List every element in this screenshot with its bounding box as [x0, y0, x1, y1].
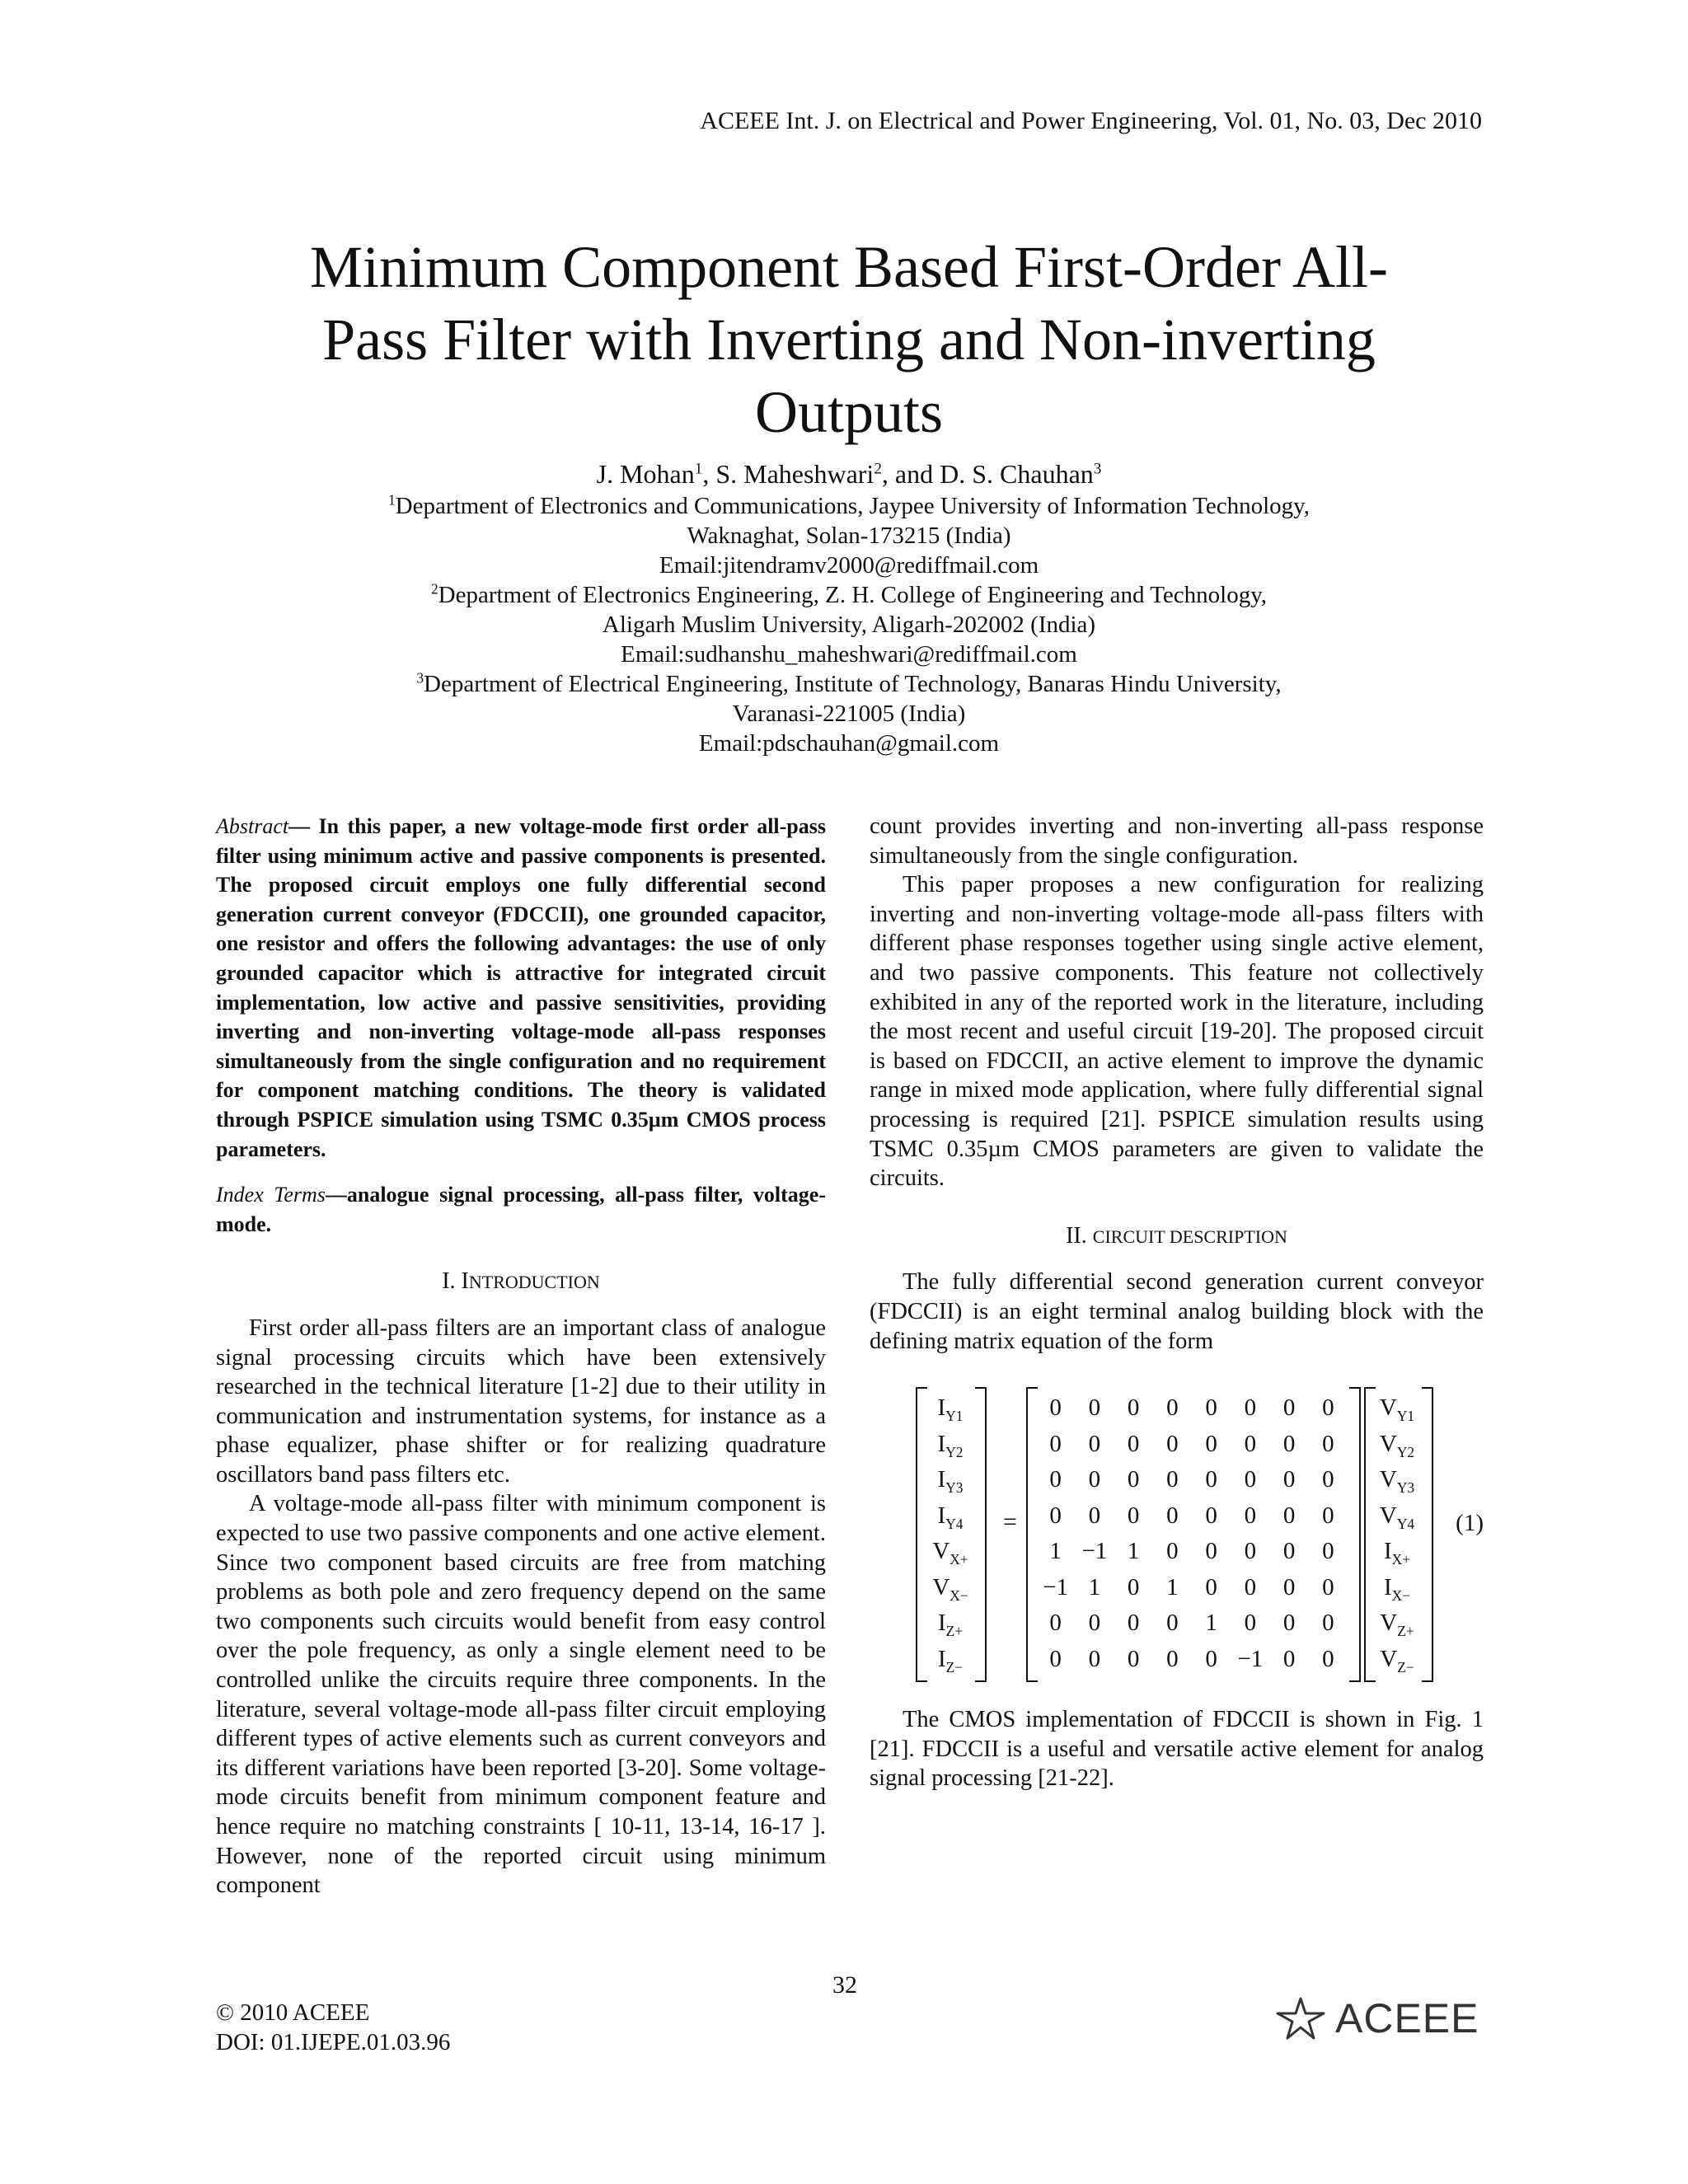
section-heading [216, 1267, 826, 1297]
affiliation-sup: 3 [416, 669, 424, 687]
paragraph: The fully differential second generation current conveyor (FDCCII) is an eight terminal analog building block with the defining matrix equation of the form [870, 1269, 1484, 1354]
matrix-cell: 0 [1205, 1573, 1217, 1601]
matrix-cell: 0 [1322, 1430, 1334, 1457]
author-sup: 1 [694, 460, 703, 478]
affiliation-line [206, 491, 1492, 521]
rhs-entry [1371, 1605, 1423, 1642]
matrix-cell: 0 [1127, 1430, 1140, 1457]
matrix-cell: 0 [1322, 1610, 1334, 1637]
equals-sign: = [1003, 1508, 1017, 1536]
paper-title [206, 231, 1492, 448]
symbol: V [1379, 1430, 1397, 1457]
subscript: Z+ [1397, 1622, 1414, 1639]
matrix-cell: 0 [1282, 1645, 1296, 1672]
index-terms-lead: Index Terms [216, 1183, 326, 1207]
matrix-cell: 0 [1088, 1645, 1101, 1672]
matrix-cell: 0 [1166, 1538, 1179, 1565]
matrix-cell: 0 [1282, 1610, 1296, 1637]
matrix-cell: 0 [1244, 1538, 1257, 1565]
section-number: II. [1066, 1222, 1093, 1249]
matrix-cell: 0 [1244, 1573, 1257, 1601]
matrix-cell: 0 [1049, 1430, 1062, 1457]
copyright: © 2010 ACEEE [216, 1999, 370, 2026]
matrix-cell: 0 [1049, 1610, 1062, 1637]
matrix-cell: 1 [1127, 1538, 1140, 1565]
subscript: Y2 [945, 1443, 964, 1460]
logo-text: ACEEE [1335, 1995, 1479, 2041]
matrix-cell: 0 [1322, 1645, 1334, 1672]
subscript: Z+ [945, 1622, 964, 1639]
symbol: I [937, 1610, 946, 1637]
author-name: J. Mohan [596, 459, 695, 489]
matrix-cell: 0 [1282, 1502, 1296, 1529]
subscript: X+ [950, 1550, 968, 1568]
matrix-cell: 0 [1244, 1610, 1257, 1637]
affiliation-sup: 2 [430, 580, 438, 598]
symbol: I [937, 1466, 946, 1493]
matrix-equation [870, 1376, 1484, 1705]
symbol: I [937, 1430, 946, 1457]
matrix-cell: 0 [1049, 1502, 1062, 1529]
affiliation-email: Email:sudhanshu_maheshwari@rediffmail.com [621, 641, 1077, 668]
subscript: Y4 [1396, 1515, 1415, 1532]
symbol: V [932, 1573, 950, 1601]
rhs-entry [1371, 1427, 1423, 1463]
author-name: S. Maheshwari [715, 459, 874, 489]
subscript: Y3 [1396, 1479, 1415, 1496]
symbol: I [937, 1645, 946, 1672]
affiliation-email: Email:jitendramv2000@rediffmail.com [659, 552, 1039, 579]
symbol: V [1380, 1645, 1398, 1672]
matrix-cell: 0 [1282, 1573, 1296, 1601]
section-number: I. [442, 1268, 462, 1295]
abstract [216, 812, 826, 1164]
equation-number: (1) [1456, 1510, 1484, 1537]
author-sep: , and [881, 459, 940, 489]
matrix-cell: 0 [1322, 1394, 1334, 1422]
rhs-entry [1371, 1498, 1423, 1535]
paragraph: The CMOS implementation of FDCCII is shown in Fig. 1 [21]. FDCCII is a useful and versatile active element for analog signal processing [21-22]. [870, 1707, 1484, 1792]
affiliations [206, 491, 1492, 758]
doi: DOI: 01.IJEPE.01.03.96 [216, 2029, 451, 2055]
affiliation-line: Waknaghat, Solan-173215 (India) [687, 523, 1011, 549]
matrix-cell: 0 [1049, 1466, 1062, 1493]
matrix-cell: 0 [1127, 1502, 1140, 1529]
affiliation-text: Department of Electrical Engineering, Institute of Technology, Banaras Hindu University, [424, 671, 1282, 697]
rhs-entry [1371, 1642, 1423, 1678]
matrix-cell: 1 [1049, 1538, 1062, 1565]
subscript: Y2 [1396, 1443, 1415, 1460]
section-title: CIRCUIT DESCRIPTION [1092, 1226, 1287, 1247]
matrix-cell: 0 [1322, 1573, 1334, 1601]
matrix-cell: 0 [1127, 1573, 1140, 1601]
matrix-cell: 0 [1166, 1430, 1179, 1457]
author-list [206, 458, 1492, 490]
matrix-cell: 0 [1205, 1645, 1217, 1672]
symbol: V [932, 1538, 950, 1565]
lhs-entry [924, 1498, 977, 1535]
affiliation-email: Email:pdschauhan@gmail.com [698, 730, 1000, 757]
affiliation-line [206, 580, 1492, 610]
symbol: I [937, 1394, 946, 1422]
symbol: V [1379, 1394, 1397, 1422]
matrix-cell: 0 [1244, 1466, 1257, 1493]
author-sup: 3 [1093, 460, 1102, 478]
matrix-cell: 0 [1127, 1394, 1140, 1422]
matrix-cell: 0 [1244, 1394, 1257, 1422]
rhs-entry [1371, 1462, 1423, 1498]
subscript: Y1 [1396, 1407, 1415, 1424]
index-terms-text: —analogue signal processing, all-pass filter, voltage-mode. [216, 1183, 826, 1236]
title-line: Outputs [754, 379, 944, 445]
matrix-cell: 0 [1282, 1538, 1296, 1565]
subscript: Y1 [945, 1407, 964, 1424]
page-number: 32 [832, 1971, 857, 1999]
section-heading [870, 1221, 1484, 1252]
matrix-cell: 0 [1205, 1394, 1217, 1422]
aceee-logo [1276, 1994, 1479, 2042]
matrix-cell: 0 [1205, 1502, 1217, 1529]
symbol: V [1379, 1502, 1397, 1529]
rhs-entry [1371, 1534, 1423, 1570]
index-terms [216, 1180, 826, 1239]
matrix-cell: 0 [1166, 1394, 1179, 1422]
matrix-cell: 0 [1205, 1430, 1217, 1457]
matrix-cell: 0 [1127, 1645, 1140, 1672]
matrix-cell: 0 [1322, 1466, 1334, 1493]
matrix-cell: 0 [1322, 1502, 1334, 1529]
subscript: Z− [1397, 1658, 1414, 1675]
symbol: V [1380, 1610, 1398, 1637]
lhs-entry [924, 1534, 977, 1570]
abstract-lead: Abstract [216, 814, 289, 838]
subscript: Y3 [945, 1479, 964, 1496]
matrix-cell: 0 [1205, 1538, 1217, 1565]
matrix-cell: −1 [1043, 1573, 1069, 1601]
matrix-cell: −1 [1081, 1538, 1108, 1565]
footer-info [216, 1998, 450, 2057]
matrix-cell: 0 [1282, 1430, 1296, 1457]
matrix-cell: 0 [1049, 1645, 1062, 1672]
author-name: D. S. Chauhan [940, 459, 1094, 489]
paragraph: A voltage-mode all-pass filter with minimum component is expected to use two passive components and one active element. Since two component based circuits are free from matching problems as both pole and zero frequency depend on the same two components such circuits would benefit from easy control over the pole frequency, as only a single element need to be controlled unlike the circuits require three components. In the literature, several voltage-mode all-pass filter circuit employing different types of active elements such as current conveyors and its different variations have been reported [3-20]. Some voltage-mode circuits benefit from minimum component feature and hence require no matching constraints [ 10-11, 13-14, 16-17 ]. However, none of the reported circuit using minimum component [216, 1491, 826, 1899]
affiliation-line: Aligarh Muslim University, Aligarh-202002 (India) [602, 612, 1096, 638]
running-header: ACEEE Int. J. on Electrical and Power Engineering, Vol. 01, No. 03, Dec 2010 [700, 107, 1482, 134]
abstract-text: — In this paper, a new voltage-mode first order all-pass filter using minimum active and passive components is presented. The proposed circuit employs one fully differential second generation current conveyor (FDCCII), one grounded capacitor, one resistor and offers the following advantages: the use of only grounded capacitor which is attractive for integrated circuit implementation, low active and passive sensitivities, providing inverting and non-inverting voltage-mode all-pass responses simultaneously from the single configuration and no requirement for component matching conditions. The theory is validated through PSPICE simulation using TSMC 0.35µm CMOS process parameters. [216, 814, 826, 1161]
affiliation-sup: 1 [387, 491, 396, 509]
left-column [216, 812, 826, 1900]
lhs-entry [924, 1427, 977, 1463]
author-sup: 2 [874, 460, 882, 478]
matrix-cell: 0 [1127, 1466, 1140, 1493]
matrix-cell: 0 [1282, 1394, 1296, 1422]
matrix-cell: 0 [1322, 1538, 1334, 1565]
symbol: I [1383, 1538, 1392, 1565]
lhs-entry [924, 1390, 977, 1427]
bracket-right [1422, 1387, 1433, 1682]
matrix-cell: 0 [1244, 1430, 1257, 1457]
matrix-cell: 0 [1205, 1466, 1217, 1493]
matrix-cell: 0 [1088, 1394, 1101, 1422]
lhs-entry [924, 1462, 977, 1498]
matrix-cell: 0 [1049, 1394, 1062, 1422]
subscript: X+ [1391, 1550, 1411, 1568]
matrix-cell: 0 [1282, 1466, 1296, 1493]
matrix-cell: 0 [1166, 1645, 1179, 1672]
rhs-entry [1371, 1390, 1423, 1427]
paragraph: First order all-pass filters are an important class of analogue signal processing circuits which have been extensively researched in the technical literature [1-2] due to their utility in communication and instrumentation systems, for instance as a phase equalizer, phase shifter or for realizing quadrature oscillators band pass filters etc. [216, 1315, 826, 1488]
bracket-right [1349, 1387, 1361, 1682]
matrix-cell: 0 [1088, 1430, 1101, 1457]
symbol: I [937, 1502, 946, 1529]
symbol: I [1383, 1573, 1392, 1601]
subscript: Y4 [945, 1515, 964, 1532]
matrix-cell: 1 [1166, 1573, 1179, 1601]
title-line: Pass Filter with Inverting and Non-inverting [322, 307, 1376, 373]
matrix-cell: 1 [1088, 1573, 1101, 1601]
section-title: NTRODUCTION [468, 1272, 600, 1293]
bracket-right [975, 1387, 987, 1682]
star-icon [1276, 1997, 1330, 2040]
matrix-cell: 0 [1244, 1502, 1257, 1529]
affiliation-line [206, 669, 1492, 699]
matrix-cell: 0 [1166, 1502, 1179, 1529]
matrix-cell: 0 [1088, 1502, 1101, 1529]
lhs-entry [924, 1570, 977, 1606]
section-title-initial: I [461, 1268, 469, 1295]
affiliation-text: Department of Electronics and Communications, Jaypee University of Information Technology, [395, 493, 1311, 519]
matrix-cell: 0 [1166, 1610, 1179, 1637]
matrix-cell: 1 [1205, 1610, 1217, 1637]
affiliation-text: Department of Electronics Engineering, Z. H. College of Engineering and Technology, [438, 582, 1268, 608]
affiliation-line: Varanasi-221005 (India) [732, 701, 966, 727]
matrix-cell: 0 [1127, 1610, 1140, 1637]
subscript: X− [950, 1586, 968, 1604]
matrix-cell: 0 [1166, 1466, 1179, 1493]
rhs-entry [1371, 1570, 1423, 1606]
paragraph: count provides inverting and non-inverting all-pass response simultaneously from the single configuration. [870, 813, 1484, 869]
lhs-entry [924, 1642, 977, 1678]
subscript: X− [1391, 1586, 1411, 1604]
matrix-cell: 0 [1088, 1610, 1101, 1637]
matrix-cell: 0 [1088, 1466, 1101, 1493]
paragraph: This paper proposes a new configuration for realizing inverting and non-inverting voltage-mode all-pass filters with different phase responses together using single active element, and two passive components. This feature not collectively exhibited in any of the reported work in the literature, including the most recent and useful circuit [19-20]. The proposed circuit is based on FDCCII, an active element to improve the dynamic range in mixed mode application, where fully differential signal processing is required [21]. PSPICE simulation results using TSMC 0.35µm CMOS parameters are given to validate the circuits. [870, 872, 1484, 1192]
subscript: Z− [945, 1658, 964, 1675]
matrix-cell: −1 [1237, 1645, 1264, 1672]
right-column [870, 812, 1484, 1793]
author-sep: , [702, 459, 716, 489]
title-line: Minimum Component Based First-Order All- [310, 234, 1388, 300]
symbol: V [1379, 1466, 1397, 1493]
lhs-entry [924, 1605, 977, 1642]
